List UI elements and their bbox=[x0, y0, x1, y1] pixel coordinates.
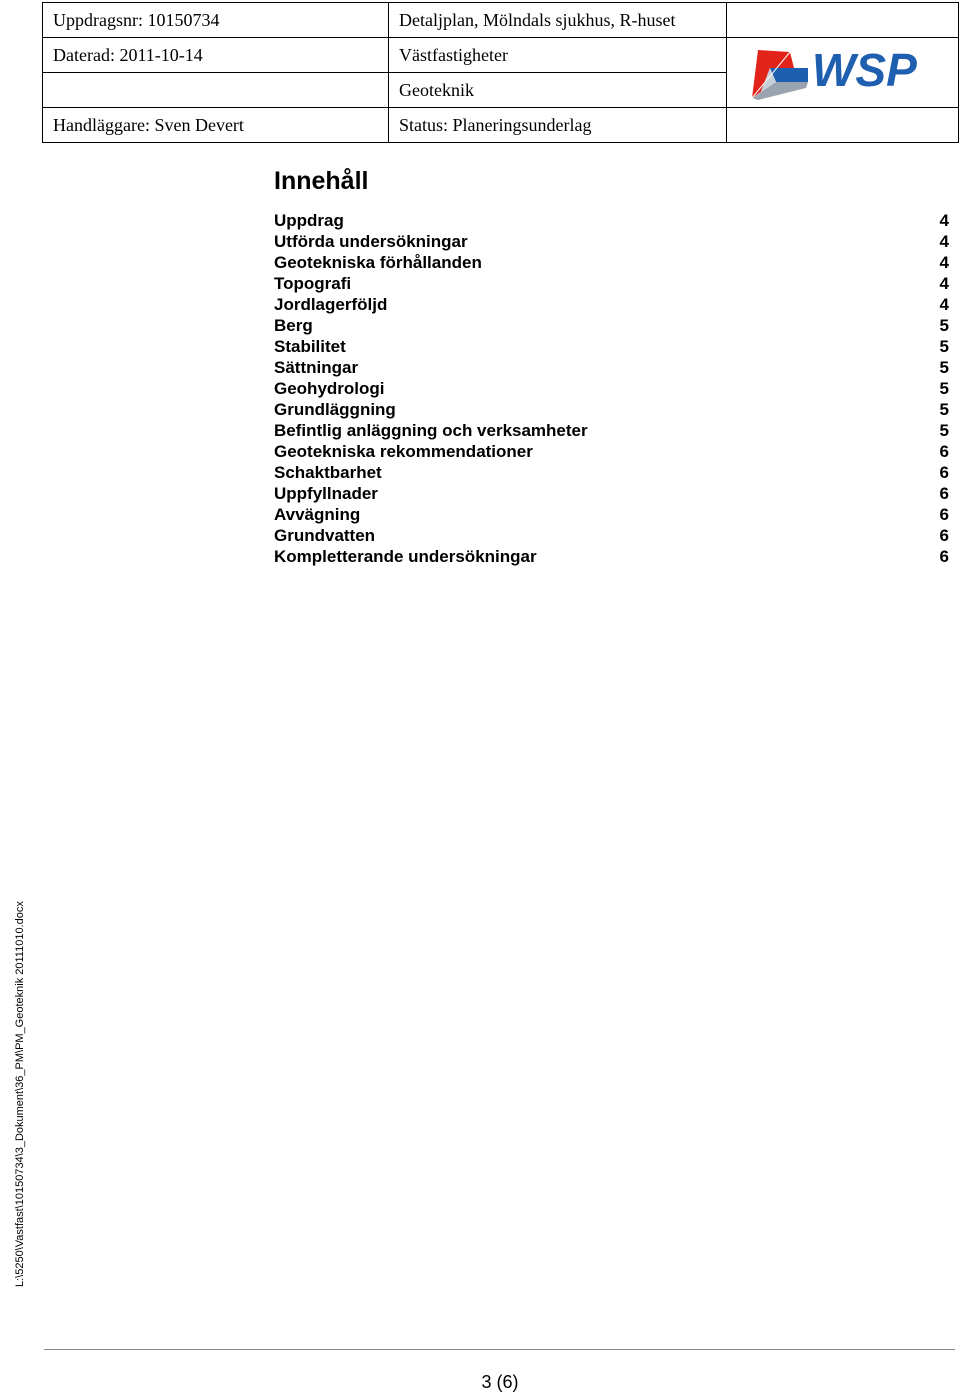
toc-item[interactable] bbox=[274, 336, 949, 357]
toc-item-page: 4 bbox=[939, 274, 949, 293]
file-path-label: L:\5250\Vastfast\10150734\3_Dokument\36_PM\PM_Geoteknik 20111010.docx bbox=[14, 901, 26, 1287]
toc-item-page: 5 bbox=[939, 421, 949, 440]
toc-item[interactable] bbox=[274, 357, 949, 378]
logo-cell bbox=[727, 38, 959, 108]
toc-item-page: 6 bbox=[939, 505, 949, 524]
header-empty-cell-left bbox=[43, 73, 389, 108]
document-status: Status: Planeringsunderlag bbox=[389, 108, 727, 143]
toc-item-label: Jordlagerföljd bbox=[274, 295, 388, 314]
toc-item-page: 5 bbox=[939, 316, 949, 335]
toc-item-label: Geotekniska rekommendationer bbox=[274, 442, 533, 461]
footer-divider bbox=[44, 1349, 955, 1350]
toc-item-label: Berg bbox=[274, 316, 313, 335]
toc-item[interactable] bbox=[274, 315, 949, 336]
toc-list bbox=[274, 210, 949, 567]
document-header-table bbox=[42, 2, 959, 143]
header-empty-cell-bottom bbox=[727, 108, 959, 143]
page-number: 3 (6) bbox=[481, 1372, 519, 1392]
toc-item-label: Geotekniska förhållanden bbox=[274, 253, 482, 272]
toc-item-page: 4 bbox=[939, 211, 949, 230]
toc-item-page: 4 bbox=[939, 232, 949, 251]
toc-item-label: Uppdrag bbox=[274, 211, 344, 230]
toc-title: Innehåll bbox=[274, 167, 369, 195]
toc-item-page: 6 bbox=[939, 442, 949, 461]
toc-item[interactable] bbox=[274, 273, 949, 294]
toc-item-label: Uppfyllnader bbox=[274, 484, 378, 503]
toc-item-page: 5 bbox=[939, 337, 949, 356]
toc-item-label: Befintlig anläggning och verksamheter bbox=[274, 421, 588, 440]
client-name: Västfastigheter bbox=[389, 38, 727, 73]
toc-item[interactable] bbox=[274, 378, 949, 399]
toc-item-label: Kompletterande undersökningar bbox=[274, 547, 537, 566]
toc-item[interactable] bbox=[274, 420, 949, 441]
wsp-logo bbox=[750, 42, 936, 104]
toc-item-page: 6 bbox=[939, 547, 949, 566]
discipline: Geoteknik bbox=[389, 73, 727, 108]
handler-name: Handläggare: Sven Devert bbox=[43, 108, 389, 143]
toc-item[interactable] bbox=[274, 546, 949, 567]
wsp-logo-text: WSP bbox=[811, 43, 917, 96]
header-empty-cell bbox=[727, 3, 959, 38]
assignment-number: Uppdragsnr: 10150734 bbox=[43, 3, 389, 38]
toc-item-page: 4 bbox=[939, 253, 949, 272]
wsp-emblem-icon bbox=[752, 50, 808, 100]
date-field: Daterad: 2011-10-14 bbox=[43, 38, 389, 73]
toc-item[interactable] bbox=[274, 294, 949, 315]
toc-item-label: Utförda undersökningar bbox=[274, 232, 468, 251]
toc-item-page: 4 bbox=[939, 295, 949, 314]
table-of-contents bbox=[274, 164, 949, 567]
toc-item-page: 5 bbox=[939, 358, 949, 377]
toc-item[interactable] bbox=[274, 504, 949, 525]
toc-item-label: Schaktbarhet bbox=[274, 463, 382, 482]
toc-item-page: 6 bbox=[939, 463, 949, 482]
toc-item-page: 5 bbox=[939, 379, 949, 398]
toc-item[interactable] bbox=[274, 525, 949, 546]
toc-item-page: 5 bbox=[939, 400, 949, 419]
toc-item-label: Topografi bbox=[274, 274, 352, 293]
toc-item-label: Grundvatten bbox=[274, 526, 376, 545]
toc-item-label: Sättningar bbox=[274, 358, 359, 377]
toc-item-page: 6 bbox=[939, 526, 949, 545]
toc-item-label: Geohydrologi bbox=[274, 379, 385, 398]
toc-item-label: Avvägning bbox=[274, 505, 361, 524]
toc-item-label: Grundläggning bbox=[274, 400, 396, 419]
toc-item[interactable] bbox=[274, 231, 949, 252]
toc-item[interactable] bbox=[274, 441, 949, 462]
toc-item-label: Stabilitet bbox=[274, 337, 346, 356]
toc-item[interactable] bbox=[274, 210, 949, 231]
project-name: Detaljplan, Mölndals sjukhus, R-huset bbox=[389, 3, 727, 38]
toc-item[interactable] bbox=[274, 483, 949, 504]
toc-item[interactable] bbox=[274, 399, 949, 420]
toc-item[interactable] bbox=[274, 462, 949, 483]
toc-item[interactable] bbox=[274, 252, 949, 273]
toc-item-page: 6 bbox=[939, 484, 949, 503]
